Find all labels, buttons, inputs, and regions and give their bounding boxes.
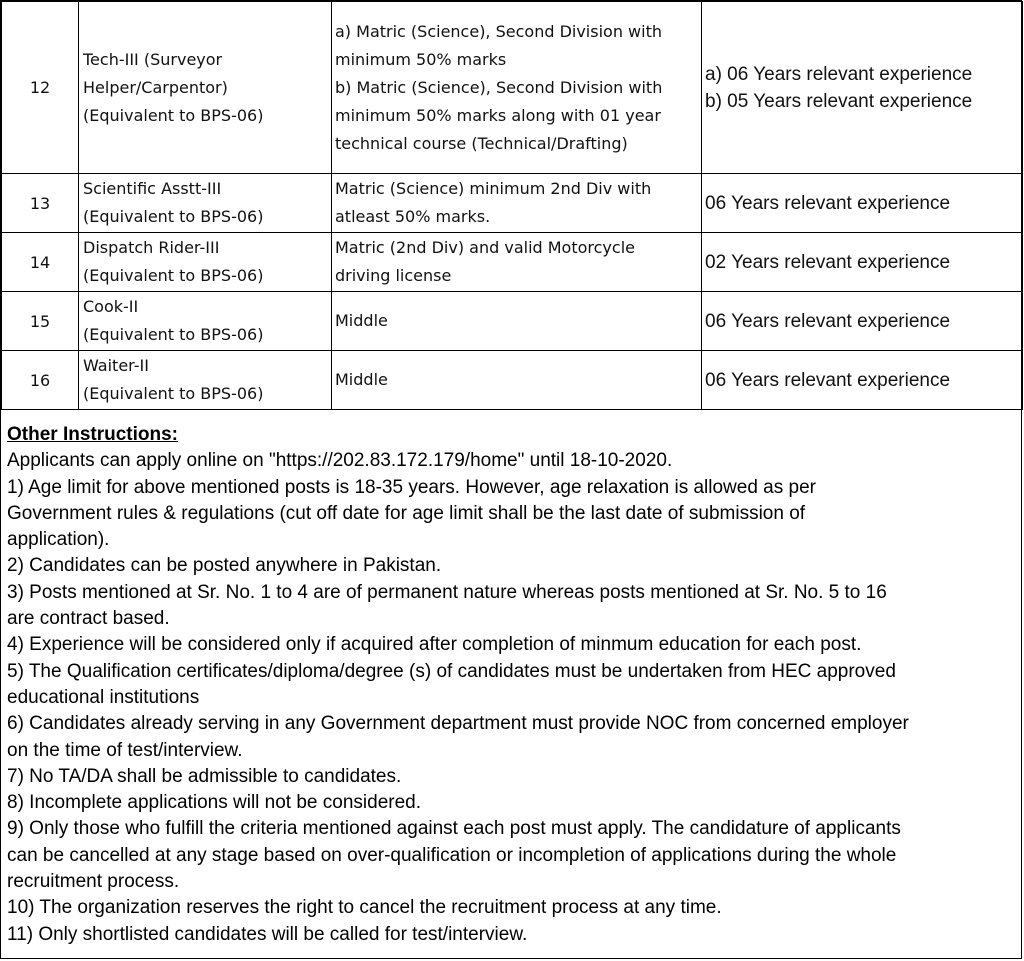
serial-number: 14 bbox=[2, 233, 79, 292]
table-row bbox=[2, 233, 1023, 292]
instruction-line: are contract based. bbox=[7, 608, 170, 630]
instruction-line: educational institutions bbox=[7, 686, 200, 708]
table-row bbox=[2, 351, 1023, 410]
qualification: Middle bbox=[332, 351, 702, 410]
instruction-line: 6) Candidates already serving in any Government department must provide NOC from concerned employer bbox=[7, 713, 909, 735]
instructions-heading: Other Instructions: bbox=[7, 424, 179, 445]
post-name: Tech-III (Surveyor Helper/Carpentor) (Equivalent to BPS-06) bbox=[79, 2, 332, 174]
experience: 02 Years relevant experience bbox=[702, 233, 1023, 292]
table-row bbox=[2, 292, 1023, 351]
other-instructions bbox=[7, 422, 1021, 948]
instruction-line: Applicants can apply online on "https://202.83.172.179/home" until 18-10-2020. bbox=[7, 450, 673, 472]
instruction-line: 4) Experience will be considered only if acquired after completion of minmum education for each post. bbox=[7, 634, 862, 656]
experience: 06 Years relevant experience bbox=[702, 351, 1023, 410]
instruction-line: 9) Only those who fulfill the criteria mentioned against each post must apply. The candidature of applicants bbox=[7, 818, 901, 840]
serial-number: 12 bbox=[2, 2, 79, 174]
instruction-line: 8) Incomplete applications will not be considered. bbox=[7, 792, 422, 814]
serial-number: 13 bbox=[2, 174, 79, 233]
qualification: a) Matric (Science), Second Division with minimum 50% marks b) Matric (Science), Second Division with minimum 50% marks along with 01 year technical course (Technical/Drafting) bbox=[332, 2, 702, 174]
instruction-line: on the time of test/interview. bbox=[7, 739, 243, 761]
post-name: Dispatch Rider-III (Equivalent to BPS-06) bbox=[79, 233, 332, 292]
instruction-line: Government rules & regulations (cut off date for age limit shall be the last date of submission of bbox=[7, 502, 806, 524]
instruction-line: recruitment process. bbox=[7, 871, 180, 893]
serial-number: 15 bbox=[2, 292, 79, 351]
instruction-line: 2) Candidates can be posted anywhere in Pakistan. bbox=[7, 555, 442, 577]
serial-number: 16 bbox=[2, 351, 79, 410]
post-name: Scientific Asstt-III (Equivalent to BPS-06) bbox=[79, 174, 332, 233]
experience: 06 Years relevant experience bbox=[702, 292, 1023, 351]
qualification: Matric (Science) minimum 2nd Div with atleast 50% marks. bbox=[332, 174, 702, 233]
instruction-line: application). bbox=[7, 529, 110, 551]
instruction-line: 5) The Qualification certificates/diploma/degree (s) of candidates must be undertaken from HEC approved bbox=[7, 660, 896, 682]
instruction-line: 1) Age limit for above mentioned posts is 18-35 years. However, age relaxation is allowed as per bbox=[7, 476, 816, 498]
instruction-line: 3) Posts mentioned at Sr. No. 1 to 4 are of permanent nature whereas posts mentioned at Sr. No. 5 to 16 bbox=[7, 581, 887, 603]
experience: a) 06 Years relevant experience b) 05 Years relevant experience bbox=[702, 2, 1023, 174]
experience: 06 Years relevant experience bbox=[702, 174, 1023, 233]
table-row bbox=[2, 2, 1023, 174]
instruction-line: 10) The organization reserves the right to cancel the recruitment process at any time. bbox=[7, 897, 722, 919]
post-name: Waiter-II (Equivalent to BPS-06) bbox=[79, 351, 332, 410]
posts-table bbox=[1, 1, 1023, 410]
post-name: Cook-II (Equivalent to BPS-06) bbox=[79, 292, 332, 351]
instruction-line: can be cancelled at any stage based on over-qualification or incompletion of applications during the whole bbox=[7, 844, 897, 866]
qualification: Middle bbox=[332, 292, 702, 351]
instruction-line: 11) Only shortlisted candidates will be called for test/interview. bbox=[7, 923, 528, 945]
qualification: Matric (2nd Div) and valid Motorcycle driving license bbox=[332, 233, 702, 292]
instruction-line: 7) No TA/DA shall be admissible to candidates. bbox=[7, 765, 402, 787]
table-row bbox=[2, 174, 1023, 233]
